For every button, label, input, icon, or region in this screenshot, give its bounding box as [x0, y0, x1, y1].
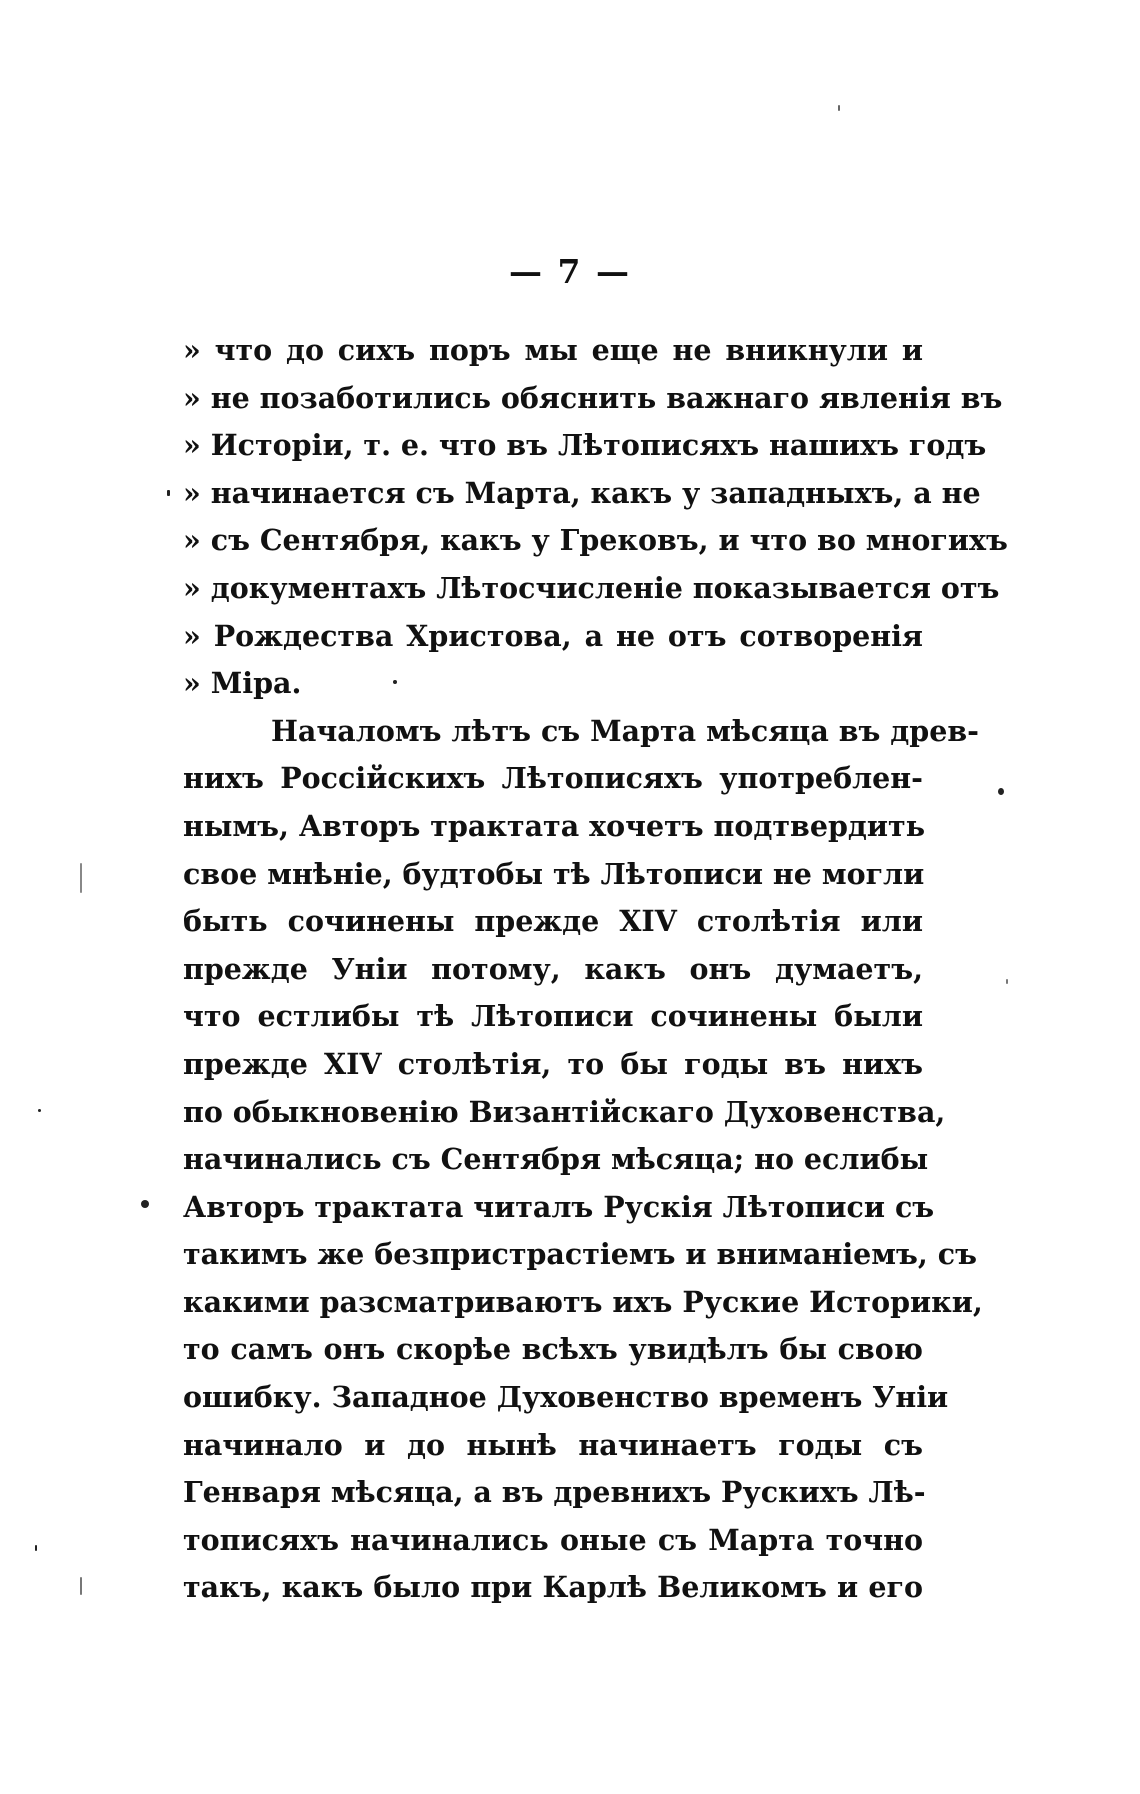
- text-line: » Рождества Христова, а не отъ сотворенія: [183, 618, 923, 653]
- text-line: тописяхъ начинались оные съ Марта точно: [183, 1522, 923, 1557]
- text-line: какими разсматриваютъ ихъ Руские Историки,: [183, 1284, 983, 1319]
- text-line: быть сочинены прежде XIV столѣтія или: [183, 904, 923, 939]
- text-line: ошибку. Западное Духовенство временъ Уніи: [183, 1380, 949, 1415]
- page-number: — 7 —: [509, 252, 631, 291]
- text-line: » Исторіи, т. е. что въ Лѣтописяхъ нашихъ годъ: [183, 428, 987, 463]
- scan-speck: [80, 1577, 82, 1595]
- text-line: что естлибы тѣ Лѣтописи сочинены были: [183, 999, 923, 1034]
- text-line: прежде Уніи потому, какъ онъ думаетъ,: [183, 951, 923, 986]
- text-line: Авторъ трактата читалъ Рускія Лѣтописи съ: [183, 1189, 935, 1224]
- text-line: начинало и до нынѣ начинаетъ годы съ: [183, 1427, 923, 1462]
- text-line: прежде XIV столѣтія, то бы годы въ нихъ: [183, 1046, 923, 1081]
- scan-speck: [80, 863, 82, 893]
- scan-speck: [167, 490, 170, 496]
- scan-speck: [141, 1200, 149, 1208]
- text-line: » Міра.: [183, 666, 302, 701]
- text-line: по обыкновенію Византійскаго Духовенства,: [183, 1094, 946, 1129]
- scan-speck: [38, 1109, 41, 1112]
- text-line: такъ, какъ было при Карлѣ Великомъ и его: [183, 1570, 923, 1605]
- scan-speck: [35, 1545, 37, 1551]
- text-line: » не позаботились обяснить важнаго явленія въ: [183, 380, 1003, 415]
- scan-speck: [1006, 979, 1008, 984]
- text-line: » документахъ Лѣтосчисленіе показывается отъ: [183, 570, 1000, 605]
- text-line: нымъ, Авторъ трактата хочетъ подтвердить: [183, 808, 926, 843]
- text-line: Генваря мѣсяца, а въ древнихъ Рускихъ Лѣ-: [183, 1475, 926, 1510]
- text-line: свое мнѣніе, будтобы тѣ Лѣтописи не могли: [183, 856, 925, 891]
- body-text: [183, 327, 1008, 1612]
- paragraph-first-line: Началомъ лѣтъ съ Марта мѣсяца въ древ-: [271, 713, 979, 748]
- text-line: такимъ же безпристрастіемъ и вниманіемъ, съ: [183, 1237, 977, 1272]
- text-line: » съ Сентября, какъ у Грековъ, и что во многихъ: [183, 523, 1008, 558]
- scan-speck: [838, 105, 840, 111]
- text-line: нихъ Россійскихъ Лѣтописяхъ употреблен-: [183, 761, 923, 796]
- scan-speck: [998, 788, 1004, 795]
- text-line: » что до сихъ поръ мы еще не вникнули и: [183, 333, 923, 367]
- text-line: начинались съ Сентября мѣсяца; но еслибы: [183, 1142, 929, 1177]
- text-line: » начинается съ Марта, какъ у западныхъ, а не: [183, 475, 981, 510]
- scan-speck: [393, 680, 397, 684]
- text-line: то самъ онъ скорѣе всѣхъ увидѣлъ бы свою: [183, 1332, 923, 1367]
